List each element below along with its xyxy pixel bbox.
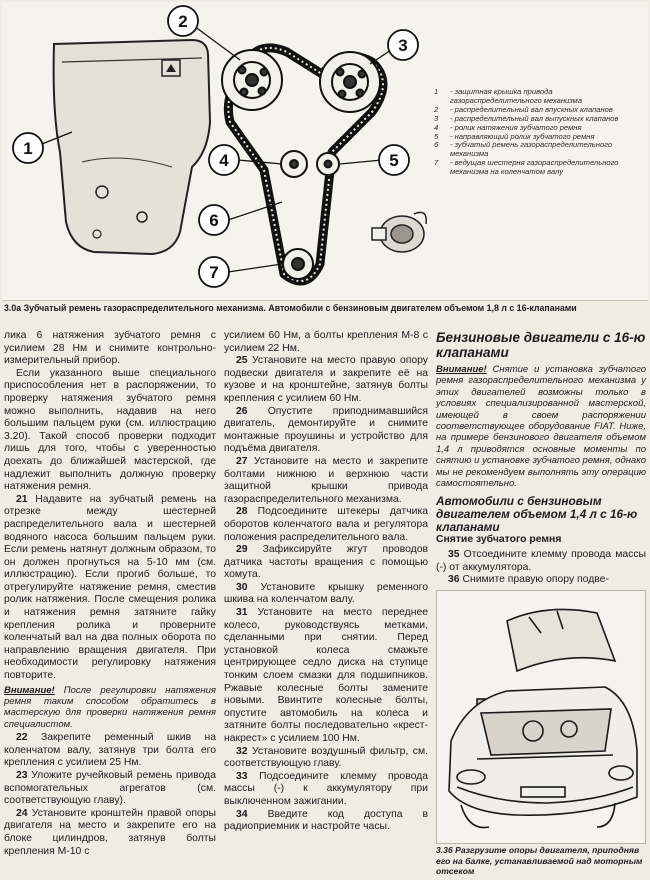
tensioner-roller	[281, 151, 307, 177]
step-33: 33 Подсоедините клемму провода массы (-) к аккумулятору при выключенном зажигании.	[224, 770, 428, 807]
step-35: 35 Отсоедините клемму провода массы (-) от аккумулятора.	[436, 549, 646, 573]
legend-item: 6 - зубчатый ремень газораспределительного механизма	[434, 140, 613, 159]
legend-item: 5 - направляющий ролик зубчатого ремня	[434, 131, 595, 141]
step-29: 29 Зафиксируйте жгут проводов датчика частоты вращения с помощью хомута.	[224, 544, 428, 581]
callout-label-4: 4	[219, 151, 229, 170]
timing-belt-figure	[2, 2, 648, 301]
engine-support-figure	[436, 590, 646, 844]
legend-item: 7 - ведущая шестерня газораспределительного механизма на коленчатом валу	[434, 158, 619, 177]
step-25: 25 Установите на место правую опору подвески двигателя и закрепите её на кузове и на кронштейне, затянув болты крепления с усилием 60 Нм.	[224, 355, 428, 404]
step-36: 36 Снимите правую опору подве-	[448, 574, 609, 586]
warning-note: Внимание! Снятие и установка зубчатого ремня газораспределительного механизма у этих двигателей возможны только в условиях специализированной мастерской, имеющей в своем распоряжении соответствующее оборудование FIAT. Ниже, на примере бензинового двигателя объемом 1,4 л приводятся основные моменты по снятию и установке зубчатого ремня, однако мы не рекомендуем выполнять эту операцию самостоятельно.	[436, 364, 646, 490]
figure-legend	[434, 88, 642, 177]
legend-item: 2 - распределительный вал впускных клапанов	[434, 104, 613, 114]
callout-label-2: 2	[178, 12, 188, 31]
intake-camshaft-pulley	[222, 50, 282, 110]
protective-cover-shape	[54, 40, 210, 254]
step-21: 21 Надавите на зубчатый ремень на отрезке между шестерней распределительного вала и шестерней водяного насоса большим пальцем руки. Если ремень натянут должным образом, то он должен прогнуться на 5-10 мм (см. иллюстрацию). Если прогиб больше, то отрегулируйте натяжение ремня, сместив ролик натяжения. После смещения ролика и натяжения ремня затяните гайку крепления ролика и проверните коленчатый вал на два полных оборота по направлению вращения двигателя. При необходимости регулировку натяжения повторите.	[4, 493, 216, 682]
callout-label-1: 1	[23, 139, 33, 158]
paragraph: лика 6 натяжения зубчатого ремня с усилием 28 Нм и снимите контрольно-измерительный прибор.	[4, 330, 216, 367]
figure-caption-3-36: 3.36 Разгрузите опоры двигателя, приподняв его на балке, устанавливаемой над моторным отсеком	[436, 845, 643, 877]
text-column-3	[436, 330, 646, 587]
exhaust-camshaft-pulley	[320, 52, 380, 112]
step-26: 26 Опустите приподнимавшийся двигатель, демонтируйте и снимите монтажные проушины и устройство для подъёма двигателя.	[224, 405, 428, 455]
idler-roller	[317, 153, 339, 175]
step-31: 31 Установите на место переднее колесо, руководствуясь метками, сделанными при снятии. Перед установкой колеса смажьте центрирующее седло диска на ступице тонким слоем смазки для подшипников. Ржавые колесные болты замените новыми. Ввинтите колесные болты, опустите автомобиль на колеса и затяните болты последовательно «крест-накрест» с усилием 100 Нм.	[224, 607, 429, 744]
legend-item: 1 - защитная крышка привода газораспределительного механизма	[434, 87, 583, 105]
procedure-heading: Снятие зубчатого ремня	[436, 534, 562, 546]
callout-label-7: 7	[209, 263, 219, 282]
paragraph: Если указанного выше специального приспособления нет в распоряжении, то проверку натяжения зубчатого ремня можно выполнить, надавив на него большим пальцем руки (см. иллюстрацию 3.20). Такой способ проверки подходит лишь для того, чтобы с уверенностью доехать до ближайшей мастерской, где надлежит выполнить должную проверку натяжения ремня.	[4, 367, 216, 493]
legend-item: 4 - ролик натяжения зубчатого ремня	[434, 122, 582, 132]
crankshaft-gear	[283, 249, 313, 279]
step-24: 24 Установите кронштейн правой опоры двигателя на место и закрепите его на блоке цилиндров, затянув болты крепления М-10 с	[4, 807, 217, 857]
callout-label-3: 3	[398, 36, 408, 55]
paragraph: усилием 60 Нм, а болты крепления М-8 с усилием 22 Нм.	[224, 330, 428, 354]
sensor-detail	[372, 212, 426, 252]
car-drawing	[437, 591, 645, 843]
text-column-1	[4, 330, 216, 858]
subsection-heading: Автомобили с бензиновым двигателем объемом 1,4 л с 16-ю клапанами	[436, 494, 638, 535]
step-28: 28 Подсоедините штекеры датчика оборотов коленчатого вала и регулятора положения распределительного вала.	[224, 506, 429, 543]
section-heading: Бензиновые двигатели с 16-ю клапанами	[436, 330, 646, 360]
warning-note: Внимание! После регулировки натяжения ремня таким способом обратитесь в мастерскую для проверки натяжения ремня специалистом.	[4, 684, 217, 730]
figure-caption: 3.0a Зубчатый ремень газораспределительного механизма. Автомобили с бензиновым двигателем объемом 1,8 л с 16-клапанами	[4, 303, 577, 313]
step-34: 34 Введите код доступа в радиоприемник и настройте часы.	[224, 808, 428, 833]
legend-item: 3 - распределительный вал выпускных клапанов	[434, 113, 619, 123]
callout-label-5: 5	[389, 151, 399, 170]
step-22: 22 Закрепите ременный шкив на коленчатом валу, затянув три болта его крепления с усилием 25 Нм.	[4, 732, 217, 769]
text-column-2	[224, 330, 428, 834]
step-32: 32 Установите воздушный фильтр, см. соответствующую главу.	[224, 745, 428, 770]
step-23: 23 Уложите ручейковый ремень привода вспомогательных агрегатов (см. соответствующую главу).	[4, 770, 216, 807]
step-30: 30 Установите крышку ременного шкива на коленчатом валу.	[224, 581, 429, 606]
step-27: 27 Установите на место и закрепите болтами нижнюю и верхнюю части защитной крышки привода газораспределительного механизма.	[224, 455, 428, 505]
callout-label-6: 6	[209, 211, 219, 230]
